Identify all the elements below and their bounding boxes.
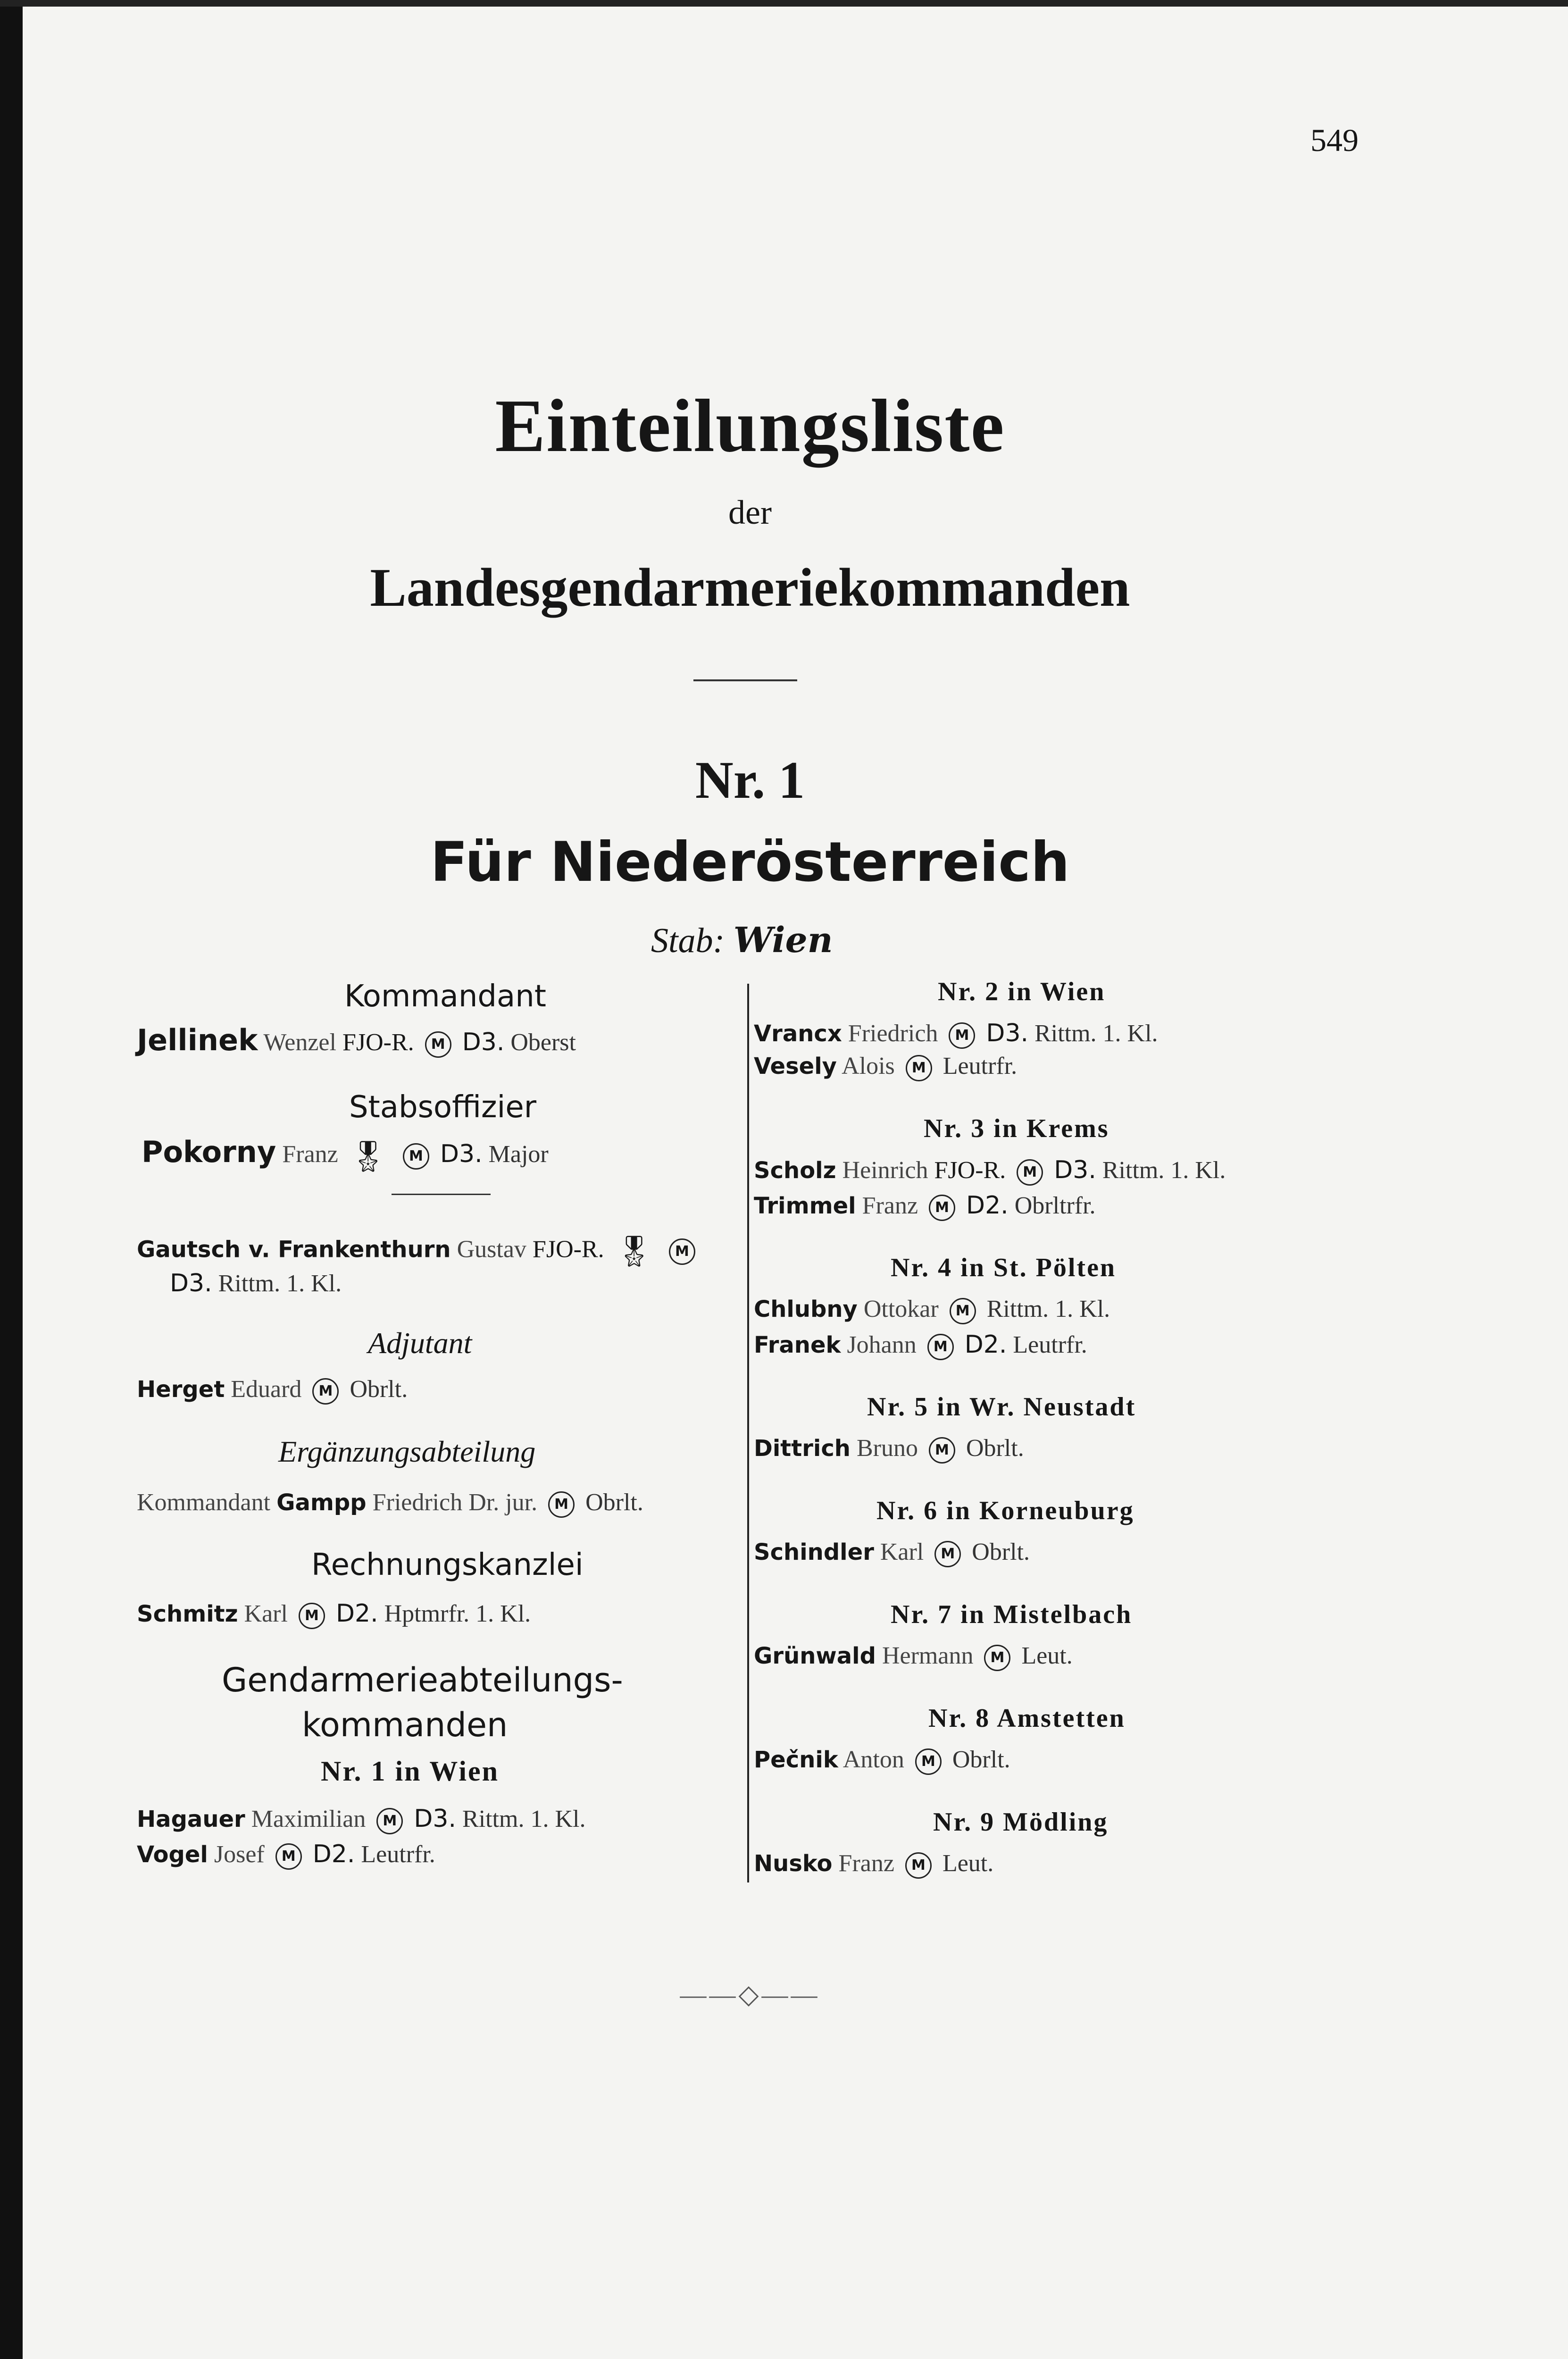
medal-icon: 🎖 [615, 1235, 653, 1268]
title-der: der [728, 494, 772, 531]
m-icon: M [1017, 1159, 1043, 1186]
m-icon: M [929, 1437, 955, 1464]
nr2-heading: Nr. 2 in Wien [938, 977, 1106, 1006]
nr1-wien-heading: Nr. 1 in Wien [321, 1756, 499, 1787]
nr7-heading: Nr. 7 in Mistelbach [891, 1600, 1133, 1629]
entry-herget: Herget Eduard M Obrlt. [137, 1375, 408, 1405]
medal-icon: 🎖 [349, 1139, 387, 1173]
nr4-heading: Nr. 4 in St. Pölten [891, 1253, 1117, 1282]
stabsoffizier-heading: Stabsoffizier [349, 1090, 536, 1125]
m-icon: M [929, 1195, 955, 1221]
page-number: 549 [1310, 122, 1359, 158]
stab-location: Wien [733, 920, 833, 961]
entry-trimmel: Trimmel Franz M D2. Obrltrfr. [754, 1191, 1096, 1221]
m-icon: M [927, 1334, 954, 1360]
short-rule [392, 1194, 491, 1195]
m-icon: M [425, 1031, 451, 1058]
gendarmerie-heading-1: Gendarmerieabteilungs- [222, 1661, 623, 1699]
m-icon: M [669, 1238, 695, 1265]
entry-vogel: Vogel Josef M D2. Leutrfr. [137, 1840, 435, 1870]
m-icon: M [312, 1378, 339, 1405]
m-icon: M [275, 1843, 302, 1870]
entry-gautsch-cont: D3. Rittm. 1. Kl. [170, 1269, 342, 1297]
m-icon: M [915, 1748, 942, 1775]
m-icon: M [905, 1852, 932, 1879]
entry-franek: Franek Johann M D2. Leutrfr. [754, 1330, 1087, 1360]
ergaenzung-heading: Ergänzungsabteilung [278, 1435, 536, 1468]
entry-dittrich: Dittrich Bruno M Obrlt. [754, 1434, 1024, 1464]
m-icon: M [376, 1808, 403, 1834]
nr6-heading: Nr. 6 in Korneuburg [876, 1496, 1134, 1525]
entry-pecnik: Pečnik Anton M Obrlt. [754, 1746, 1010, 1775]
adjutant-heading: Adjutant [368, 1326, 472, 1360]
nr5-heading: Nr. 5 in Wr. Neustadt [867, 1392, 1136, 1422]
gendarmerie-heading-2: kommanden [302, 1706, 508, 1744]
section-number: Nr. 1 [695, 751, 805, 810]
entry-nusko: Nusko Franz M Leut. [754, 1849, 993, 1879]
title-divider [693, 679, 797, 681]
m-icon: M [934, 1541, 961, 1567]
nr3-heading: Nr. 3 in Krems [924, 1114, 1109, 1143]
m-icon: M [299, 1603, 325, 1629]
m-icon: M [548, 1491, 575, 1518]
region-heading: Für Niederösterreich [430, 830, 1070, 894]
m-icon: M [906, 1055, 932, 1081]
nr9-heading: Nr. 9 Mödling [933, 1807, 1109, 1837]
rechnung-heading: Rechnungskanzlei [311, 1548, 584, 1582]
entry-jellinek: Jellinek Wenzel FJO-R. M D3. Oberst [137, 1023, 576, 1057]
entry-gruenwald: Grünwald Hermann M Leut. [754, 1642, 1073, 1671]
page-subtitle: Landesgendarmeriekommanden [370, 558, 1130, 618]
page-title: Einteilungsliste [495, 384, 1005, 468]
entry-vesely: Vesely Alois M Leutrfr. [754, 1052, 1017, 1081]
entry-schindler: Schindler Karl M Obrlt. [754, 1538, 1030, 1567]
entry-hagauer: Hagauer Maximilian M D3. Rittm. 1. Kl. [137, 1805, 586, 1834]
entry-chlubny: Chlubny Ottokar M Rittm. 1. Kl. [754, 1295, 1110, 1324]
entry-scholz: Scholz Heinrich FJO-R. M D3. Rittm. 1. Kl. [754, 1156, 1226, 1186]
stab-label: Stab: [651, 921, 725, 960]
ornament-icon: ——◇—— [680, 1980, 820, 2009]
m-icon: M [949, 1022, 975, 1049]
entry-vrancx: Vrancx Friedrich M D3. Rittm. 1. Kl. [754, 1019, 1158, 1049]
entry-schmitz: Schmitz Karl M D2. Hptmrfr. 1. Kl. [137, 1599, 531, 1629]
m-icon: M [950, 1298, 976, 1324]
scan-border-top [0, 0, 1568, 7]
m-icon: M [984, 1645, 1010, 1671]
kommandant-heading: Kommandant [344, 979, 546, 1014]
stab-line [651, 920, 833, 961]
m-icon: M [403, 1143, 429, 1170]
entry-gautsch: Gautsch v. Frankenthurn Gustav FJO-R. 🎖 M [137, 1234, 700, 1269]
entry-pokorny: Pokorny Franz 🎖 M D3. Major [142, 1135, 549, 1173]
entry-gampp: Kommandant Gampp Friedrich Dr. jur. M Obrlt. [137, 1489, 643, 1518]
column-divider [747, 984, 749, 1882]
nr8-heading: Nr. 8 Amstetten [928, 1704, 1126, 1733]
